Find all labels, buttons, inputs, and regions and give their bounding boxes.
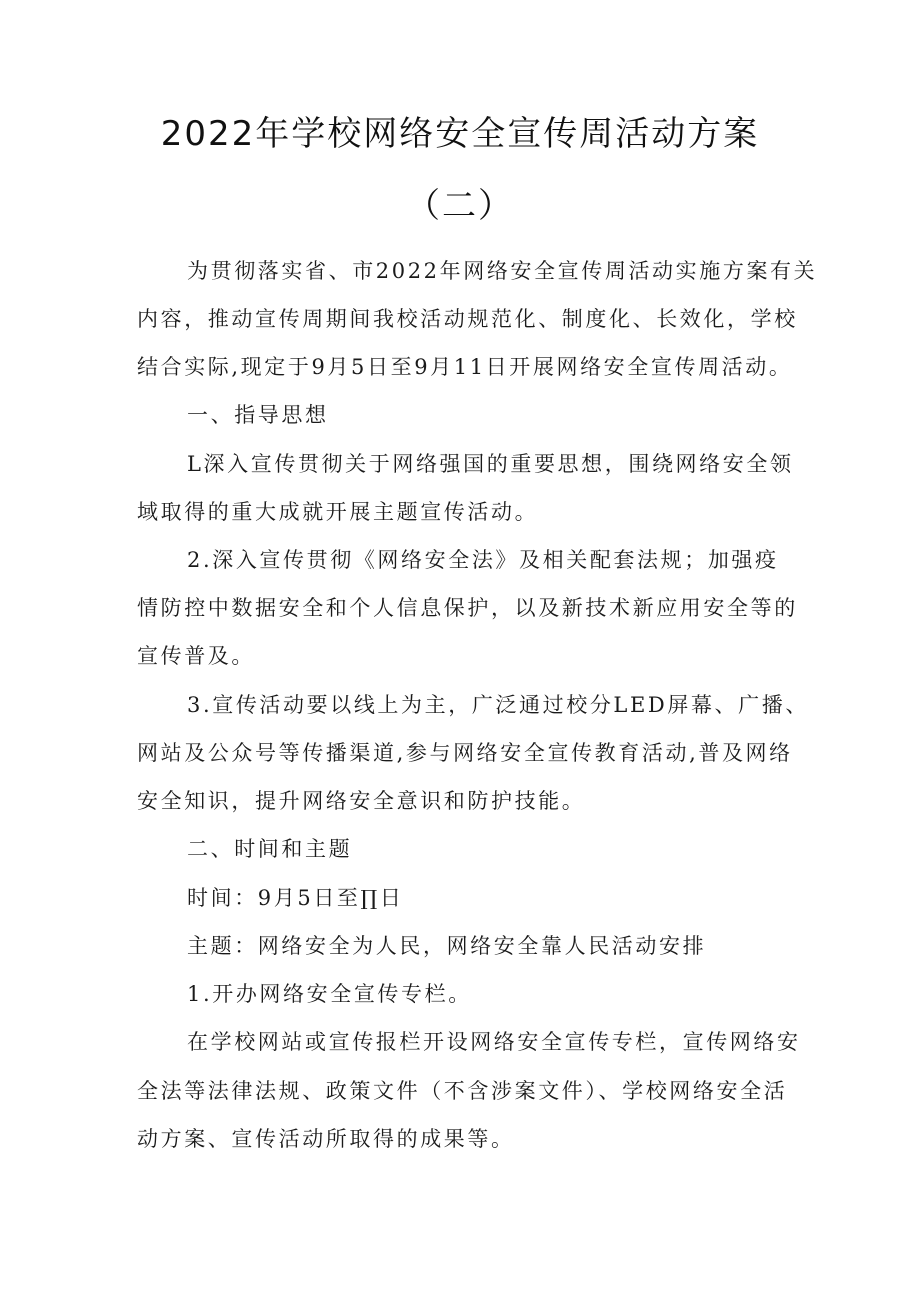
section-heading-guiding-ideas: 一、指导思想	[187, 403, 329, 427]
item-1-line-2: 域取得的重大成就开展主题宣传活动。	[137, 500, 539, 524]
item-3-line-1: 3.宣传活动要以线上为主，广泛通过校分LED屏幕、广播、	[187, 693, 809, 717]
item-1-line-1: L深入宣传贯彻关于网络强国的重要思想，围绕网络安全领	[187, 452, 794, 476]
item-3-line-2: 网站及公众号等传播渠道,参与网络安全宣传教育活动,普及网络	[137, 741, 793, 765]
theme-line: 主题：网络安全为人民，网络安全靠人民活动安排	[187, 934, 707, 958]
activity-1-line-3: 动方案、宣传活动所取得的成果等。	[137, 1127, 515, 1151]
item-2-line-1: 2.深入宣传贯彻《网络安全法》及相关配套法规；加强疫	[187, 548, 779, 572]
intro-line-2: 内容，推动宣传周期间我校活动规范化、制度化、长效化，学校	[137, 307, 798, 331]
section-heading-time-theme: 二、时间和主题	[187, 837, 353, 861]
intro-line-1: 为贯彻落实省、市2022年网络安全宣传周活动实施方案有关	[187, 259, 818, 283]
time-line: 时间：9月5日至∏日	[187, 886, 404, 910]
activity-1-heading: 1.开办网络安全宣传专栏。	[187, 982, 472, 1006]
item-3-line-3: 安全知识，提升网络安全意识和防护技能。	[137, 789, 586, 813]
item-2-line-3: 宣传普及。	[137, 644, 255, 668]
document-title: 2022年学校网络安全宣传周活动方案	[160, 114, 760, 154]
intro-line-3: 结合实际,现定于9月5日至9月11日开展网络安全宣传周活动。	[137, 355, 793, 379]
document-title-subtitle: （二）	[406, 186, 514, 226]
activity-1-line-2: 全法等法律法规、政策文件（不含涉案文件）、学校网络安全活	[137, 1079, 788, 1103]
item-2-line-2: 情防控中数据安全和个人信息保护，以及新技术新应用安全等的	[137, 596, 798, 620]
activity-1-line-1: 在学校网站或宣传报栏开设网络安全宣传专栏，宣传网络安	[187, 1030, 801, 1054]
